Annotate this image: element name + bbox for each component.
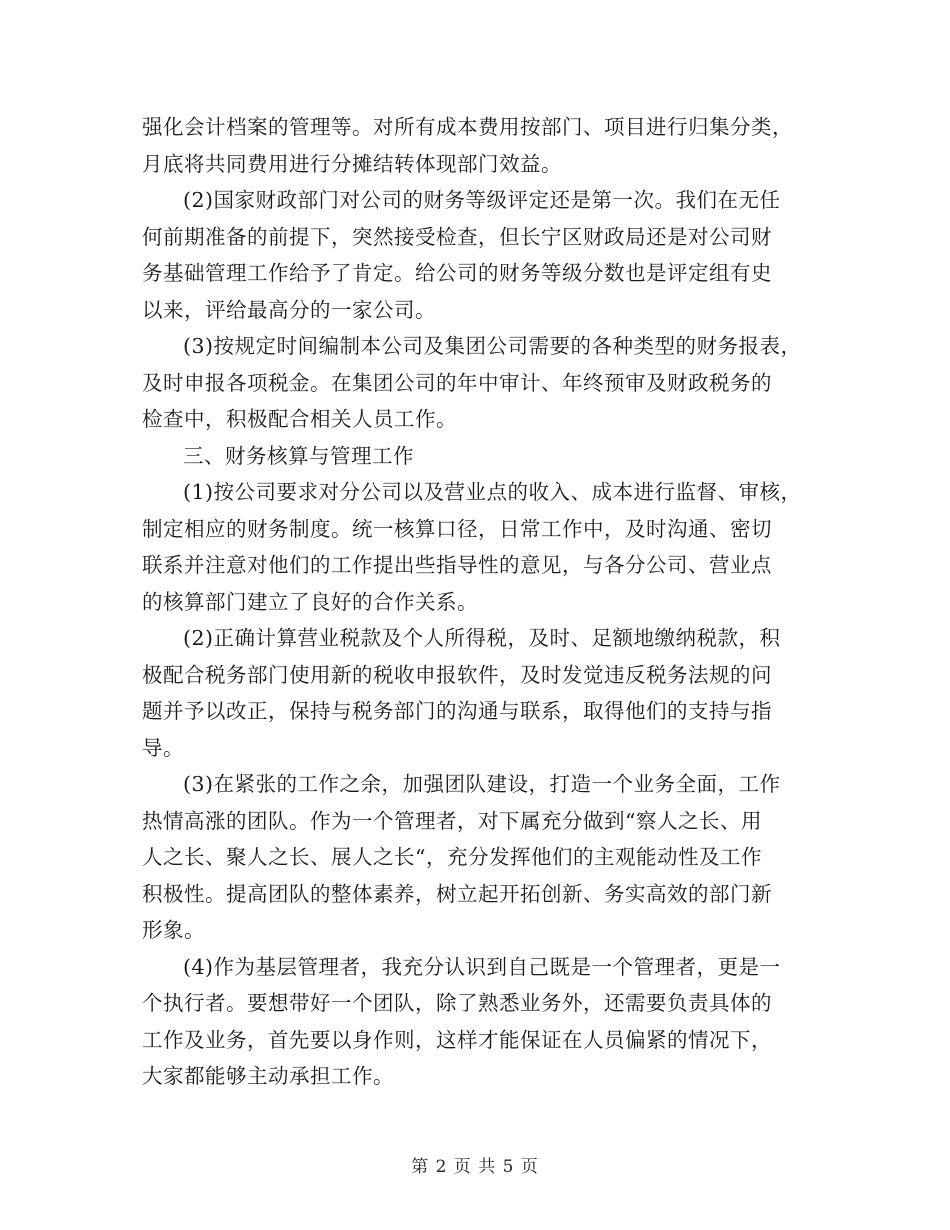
paragraph <box>142 109 832 182</box>
text-line: (2)正确计算营业税款及个人所得税，及时、足额地缴纳税款，积 <box>183 626 781 650</box>
text-line: 的核算部门建立了良好的合作关系。 <box>142 589 478 614</box>
paragraph <box>142 766 832 949</box>
text-line: (3)在紧张的工作之余，加强团队建设，打造一个业务全面，工作 <box>183 772 781 796</box>
text-line: (2)国家财政部门对公司的财务等级评定还是第一次。我们在无任 <box>183 188 781 212</box>
text-line: (3)按规定时间编制本公司及集团公司需要的各种类型的财务报表， <box>183 334 802 358</box>
text-line: 制定相应的财务制度。统一核算口径，日常工作中，及时沟通、密切 <box>142 516 772 541</box>
text-line: 月底将共同费用进行分摊结转体现部门效益。 <box>142 151 562 176</box>
text-line: 人之长、聚人之长、展人之长“，充分发挥他们的主观能动性及工作 <box>142 845 762 869</box>
text-line: 个执行者。要想带好一个团队，除了熟悉业务外，还需要负责具体的 <box>142 991 772 1015</box>
paragraph <box>142 949 832 1095</box>
text-line: 三、财务核算与管理工作 <box>183 443 414 468</box>
text-line: 务基础管理工作给予了肯定。给公司的财务等级分数也是评定组有史 <box>142 261 772 285</box>
paragraph <box>142 474 832 620</box>
text-line: 题并予以改正，保持与税务部门的沟通与联系，取得他们的支持与指 <box>142 699 772 723</box>
page-number-footer: 第 2 页 共 5 页 <box>411 1157 539 1177</box>
paragraph <box>142 620 832 766</box>
text-line: 工作及业务，首先要以身作则，这样才能保证在人员偏紧的情况下， <box>142 1027 772 1052</box>
text-line: 形象。 <box>142 918 205 942</box>
paragraph <box>142 328 832 438</box>
text-line: 导。 <box>142 735 184 760</box>
document-body <box>142 109 832 1095</box>
text-line: 大家都能够主动承担工作。 <box>142 1064 394 1088</box>
paragraph <box>142 182 832 328</box>
text-line: (1)按公司要求对分公司以及营业点的收入、成本进行监督、审核， <box>183 480 802 504</box>
section-heading <box>142 438 832 475</box>
text-line: 及时申报各项税金。在集团公司的年中审计、年终预审及财政税务的 <box>142 370 772 395</box>
text-line: 强化会计档案的管理等。对所有成本费用按部门、项目进行归集分类， <box>142 115 793 139</box>
text-line: 极配合税务部门使用新的税收申报软件，及时发觉违反税务法规的问 <box>142 662 772 687</box>
text-line: 检查中，积极配合相关人员工作。 <box>142 407 457 431</box>
text-line: 联系并注意对他们的工作提出些指导性的意见，与各分公司、营业点 <box>142 553 772 577</box>
text-line: (4)作为基层管理者，我充分认识到自己既是一个管理者，更是一 <box>183 954 781 979</box>
text-line: 以来，评给最高分的一家公司。 <box>142 297 436 322</box>
text-line: 积极性。提高团队的整体素养，树立起开拓创新、务实高效的部门新 <box>142 881 772 906</box>
text-line: 热情高涨的团队。作为一个管理者，对下属充分做到“察人之长、用 <box>142 808 762 833</box>
text-line: 何前期准备的前提下，突然接受检查，但长宁区财政局还是对公司财 <box>142 224 772 249</box>
